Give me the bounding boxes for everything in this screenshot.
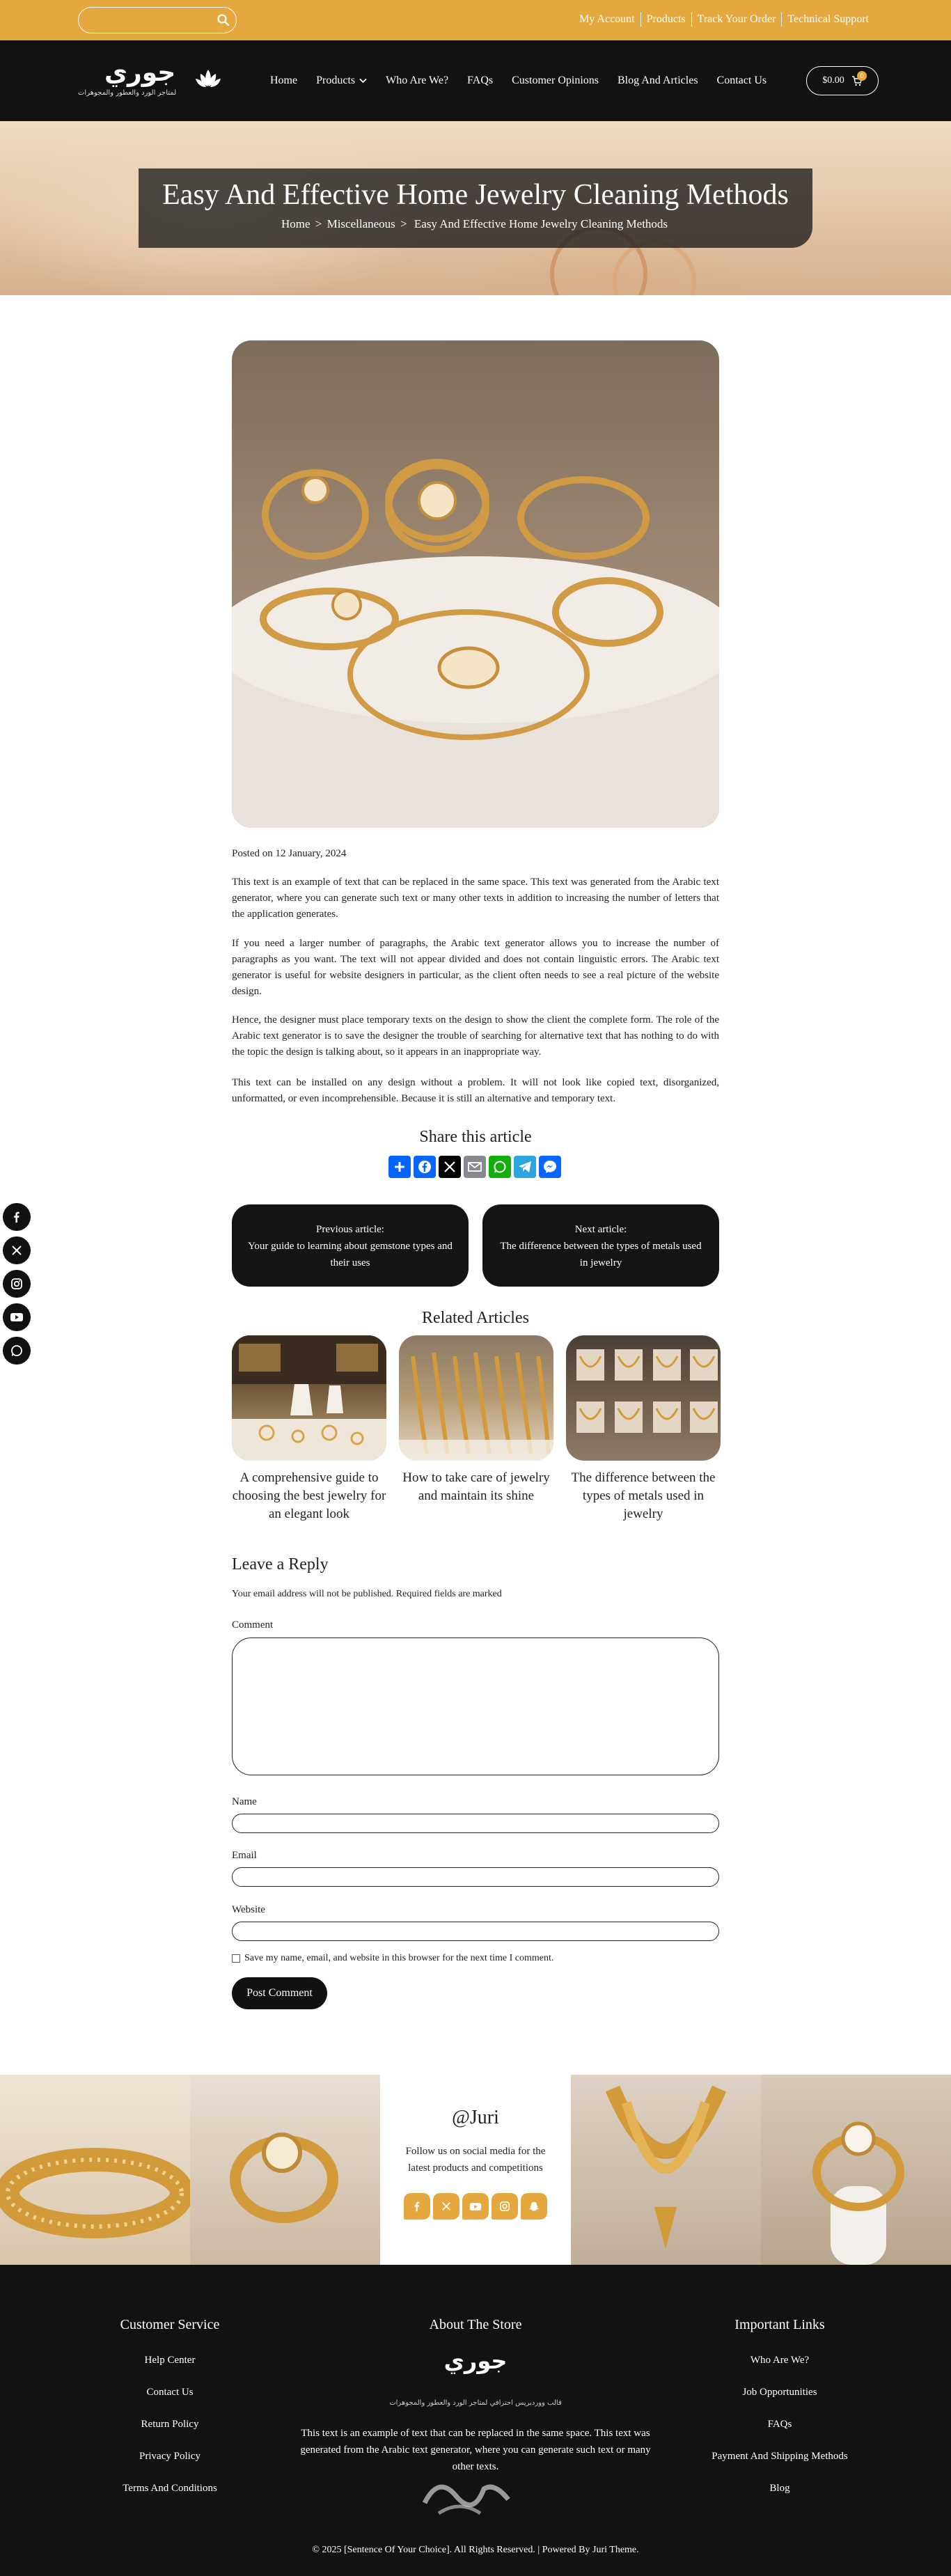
nav-faqs-label: FAQs xyxy=(467,74,494,86)
instagram-icon[interactable] xyxy=(3,1270,31,1298)
cart-total: $0.00 xyxy=(822,75,844,86)
top-link-track-order[interactable]: Track Your Order xyxy=(691,13,782,26)
nav-home[interactable] xyxy=(270,74,297,87)
nav-contact-label: Contact Us xyxy=(716,74,767,86)
article-paragraph: Hence, the designer must place temporary texts on the design to show the client the complete form. The role of the Arabic text generator is to save the designer the trouble of searching for alternative text that has nothing to do with the topic the design is talking about, so it appears in an inappropriate way. xyxy=(232,1014,719,1058)
website-label: Website xyxy=(232,1904,265,1915)
ring-on-stand-illustration xyxy=(761,2075,951,2265)
next-article-title: The difference between the types of metals used in jewelry xyxy=(500,1241,702,1269)
related-article-image[interactable] xyxy=(566,1335,721,1461)
nav-contact[interactable] xyxy=(717,74,767,87)
whatsapp-icon[interactable] xyxy=(489,1156,511,1178)
hero-title-box xyxy=(139,168,812,248)
breadcrumb-category[interactable]: Miscellaneous xyxy=(327,217,395,230)
name-label: Name xyxy=(232,1796,257,1807)
floating-social-bar xyxy=(3,1203,31,1365)
post-date: Posted on 12 January, 2024 xyxy=(232,848,347,859)
jewelry-rings-illustration xyxy=(232,340,719,828)
share-title: Share this article xyxy=(419,1128,532,1146)
breadcrumb-separator: > xyxy=(400,217,407,230)
reply-title: Leave a Reply xyxy=(232,1555,329,1573)
related-article-card[interactable] xyxy=(566,1335,721,1523)
related-article-card[interactable] xyxy=(232,1335,386,1523)
logo-subtitle: لمتاجر الورد والعطور والمجوهرات xyxy=(78,89,177,97)
page-hero xyxy=(0,121,951,295)
jewelry-display-illustration xyxy=(232,1335,386,1461)
footer-link-jobs[interactable]: Job Opportunities xyxy=(742,2387,817,2398)
nav-who-label: Who Are We? xyxy=(386,74,449,86)
related-articles-title: Related Articles xyxy=(422,1309,529,1327)
breadcrumb-home[interactable]: Home xyxy=(281,217,311,230)
site-logo[interactable] xyxy=(78,58,224,103)
nav-faqs[interactable] xyxy=(467,74,493,87)
gold-necklace-illustration xyxy=(571,2075,761,2265)
cart-count-badge: 0 xyxy=(857,71,867,81)
save-info-checkbox-row[interactable] xyxy=(232,1953,553,1964)
top-link-my-account[interactable]: My Account xyxy=(579,13,635,25)
save-info-label: Save my name, email, and website in this browser for the next time I comment. xyxy=(244,1953,554,1963)
reply-note: Your email address will not be published. Required fields are marked xyxy=(232,1589,502,1599)
main-header xyxy=(0,40,951,121)
related-article-image[interactable] xyxy=(399,1335,553,1461)
gold-bracelet-illustration xyxy=(0,2075,190,2265)
related-article-title[interactable]: How to take care of jewelry and maintain its shine xyxy=(402,1470,550,1503)
logo-text: جوري xyxy=(104,58,176,87)
email-label: Email xyxy=(232,1850,257,1861)
save-info-checkbox[interactable] xyxy=(232,1954,240,1963)
article-featured-image xyxy=(232,340,719,828)
instagram-icon[interactable] xyxy=(492,2193,518,2220)
search-input[interactable] xyxy=(87,12,205,29)
nav-opinions-label: Customer Opinions xyxy=(512,74,599,86)
footer-link-terms[interactable]: Terms And Conditions xyxy=(123,2483,217,2494)
follow-text: Follow us on social media for the latest products and competitions xyxy=(405,2146,546,2174)
article-paragraph: This text is an example of text that can be replaced in the same space. This text was generated from the Arabic text generator, where you can generate such text or many other texts in addition to increasing the number of letters that the application generates. xyxy=(232,877,719,920)
instagram-handle[interactable]: @Juri xyxy=(452,2107,499,2128)
footer-link-contact[interactable]: Contact Us xyxy=(146,2387,194,2398)
instagram-strip xyxy=(0,2075,951,2265)
cart-button[interactable] xyxy=(806,66,879,95)
previous-article-title: Your guide to learning about gemstone types and their uses xyxy=(248,1241,453,1269)
nav-who-are-we[interactable] xyxy=(386,74,448,87)
breadcrumb xyxy=(139,217,812,231)
follow-social-icons xyxy=(380,2193,571,2220)
footer-customer-service-title: Customer Service xyxy=(120,2317,220,2332)
nav-customer-opinions[interactable] xyxy=(512,74,599,87)
gold-chains-illustration xyxy=(399,1335,553,1461)
footer-link-blog[interactable]: Blog xyxy=(769,2483,790,2494)
footer-link-help-center[interactable]: Help Center xyxy=(144,2355,196,2366)
nav-blog[interactable] xyxy=(618,74,698,87)
nav-products[interactable] xyxy=(316,74,367,87)
top-links xyxy=(574,13,874,26)
top-link-support[interactable]: Technical Support xyxy=(781,13,874,26)
lotus-icon xyxy=(195,68,221,89)
previous-article-card[interactable] xyxy=(232,1204,469,1287)
instagram-follow-box xyxy=(380,2075,571,2265)
article-paragraph: This text can be installed on any design without a problem. It will not look like copied text, disorganized, unformatted, or even incomprehensible. Because it is still an alternative and temporary text. xyxy=(232,1077,719,1104)
youtube-icon[interactable] xyxy=(3,1303,31,1331)
footer-logo-subtitle: قالب ووردبريس احترافي لمتاجر الورد والعطور والمجوهرات xyxy=(389,2399,562,2407)
footer-logo-text: جوري xyxy=(443,2348,508,2374)
copyright-text: © 2025 [Sentence Of Your Choice]. All Rights Reserved. | Powered By Juri Theme. xyxy=(312,2545,639,2555)
related-article-image[interactable] xyxy=(232,1335,386,1461)
email-input[interactable] xyxy=(232,1867,719,1887)
nav-blog-label: Blog And Articles xyxy=(617,74,698,86)
related-article-title[interactable]: A comprehensive guide to choosing the best jewelry for an elegant look xyxy=(232,1470,386,1521)
article-paragraph: If you need a larger number of paragraphs, the Arabic text generator allows you to increase the number of paragraphs as you want. The text will not appear divided and does not contain linguistic errors. The Arabic text generator is useful for website designers in particular, as the client often needs to see a real picture of the website design. xyxy=(232,938,719,997)
instagram-tile[interactable] xyxy=(571,2075,761,2265)
footer-link-privacy-policy[interactable]: Privacy Policy xyxy=(139,2451,201,2462)
breadcrumb-current: Easy And Effective Home Jewelry Cleaning Methods xyxy=(414,217,668,230)
store-signature-watermark xyxy=(418,2461,515,2524)
nav-home-label: Home xyxy=(270,74,298,86)
search-box[interactable] xyxy=(78,7,237,33)
website-input[interactable] xyxy=(232,1922,719,1941)
necklace-busts-illustration xyxy=(566,1335,721,1461)
chevron-down-icon xyxy=(359,78,367,84)
footer-link-payment-shipping[interactable]: Payment And Shipping Methods xyxy=(712,2451,848,2462)
footer-about-text: This text is an example of text that can be replaced in the same space. This text was generated from the Arabic text generator, where you can generate such text or many other texts. xyxy=(300,2428,651,2472)
related-article-title[interactable]: The difference between the types of metals used in jewelry xyxy=(571,1470,716,1521)
search-icon[interactable] xyxy=(217,13,230,27)
instagram-tile[interactable] xyxy=(0,2075,190,2265)
facebook-icon[interactable] xyxy=(414,1156,436,1178)
messenger-icon[interactable] xyxy=(539,1156,561,1178)
breadcrumb-separator: > xyxy=(315,217,322,230)
top-bar xyxy=(0,0,951,40)
next-article-label: Next article: xyxy=(574,1224,627,1235)
footer-link-return-policy[interactable]: Return Policy xyxy=(141,2419,199,2430)
share-buttons xyxy=(388,1156,561,1178)
main-nav xyxy=(270,74,767,87)
footer-about-title: About The Store xyxy=(429,2317,522,2332)
add-icon[interactable] xyxy=(388,1156,411,1178)
footer-important-links-title: Important Links xyxy=(734,2317,825,2332)
snapchat-icon[interactable] xyxy=(521,2193,547,2220)
instagram-tile[interactable] xyxy=(190,2075,380,2265)
instagram-tile[interactable] xyxy=(761,2075,951,2265)
related-article-card[interactable] xyxy=(399,1335,553,1505)
x-icon[interactable] xyxy=(3,1236,31,1264)
facebook-icon[interactable] xyxy=(404,2193,430,2220)
youtube-icon[interactable] xyxy=(462,2193,489,2220)
email-icon[interactable] xyxy=(464,1156,486,1178)
comment-textarea[interactable] xyxy=(232,1638,719,1775)
page-title: Easy And Effective Home Jewelry Cleaning Methods xyxy=(162,179,789,211)
facebook-icon[interactable] xyxy=(3,1203,31,1231)
top-link-products[interactable]: Products xyxy=(640,13,691,26)
previous-article-label: Previous article: xyxy=(316,1224,384,1235)
comment-label: Comment xyxy=(232,1619,274,1631)
x-icon[interactable] xyxy=(439,1156,461,1178)
next-article-card[interactable] xyxy=(482,1204,719,1287)
footer-link-who-are-we[interactable]: Who Are We? xyxy=(750,2355,810,2366)
footer-link-faqs[interactable]: FAQs xyxy=(767,2419,792,2430)
name-input[interactable] xyxy=(232,1814,719,1833)
post-comment-button[interactable]: Post Comment xyxy=(232,1977,327,2009)
whatsapp-icon[interactable] xyxy=(3,1337,31,1365)
x-icon[interactable] xyxy=(433,2193,459,2220)
nav-products-label: Products xyxy=(316,74,356,86)
diamond-ring-illustration xyxy=(190,2075,380,2265)
telegram-icon[interactable] xyxy=(514,1156,536,1178)
